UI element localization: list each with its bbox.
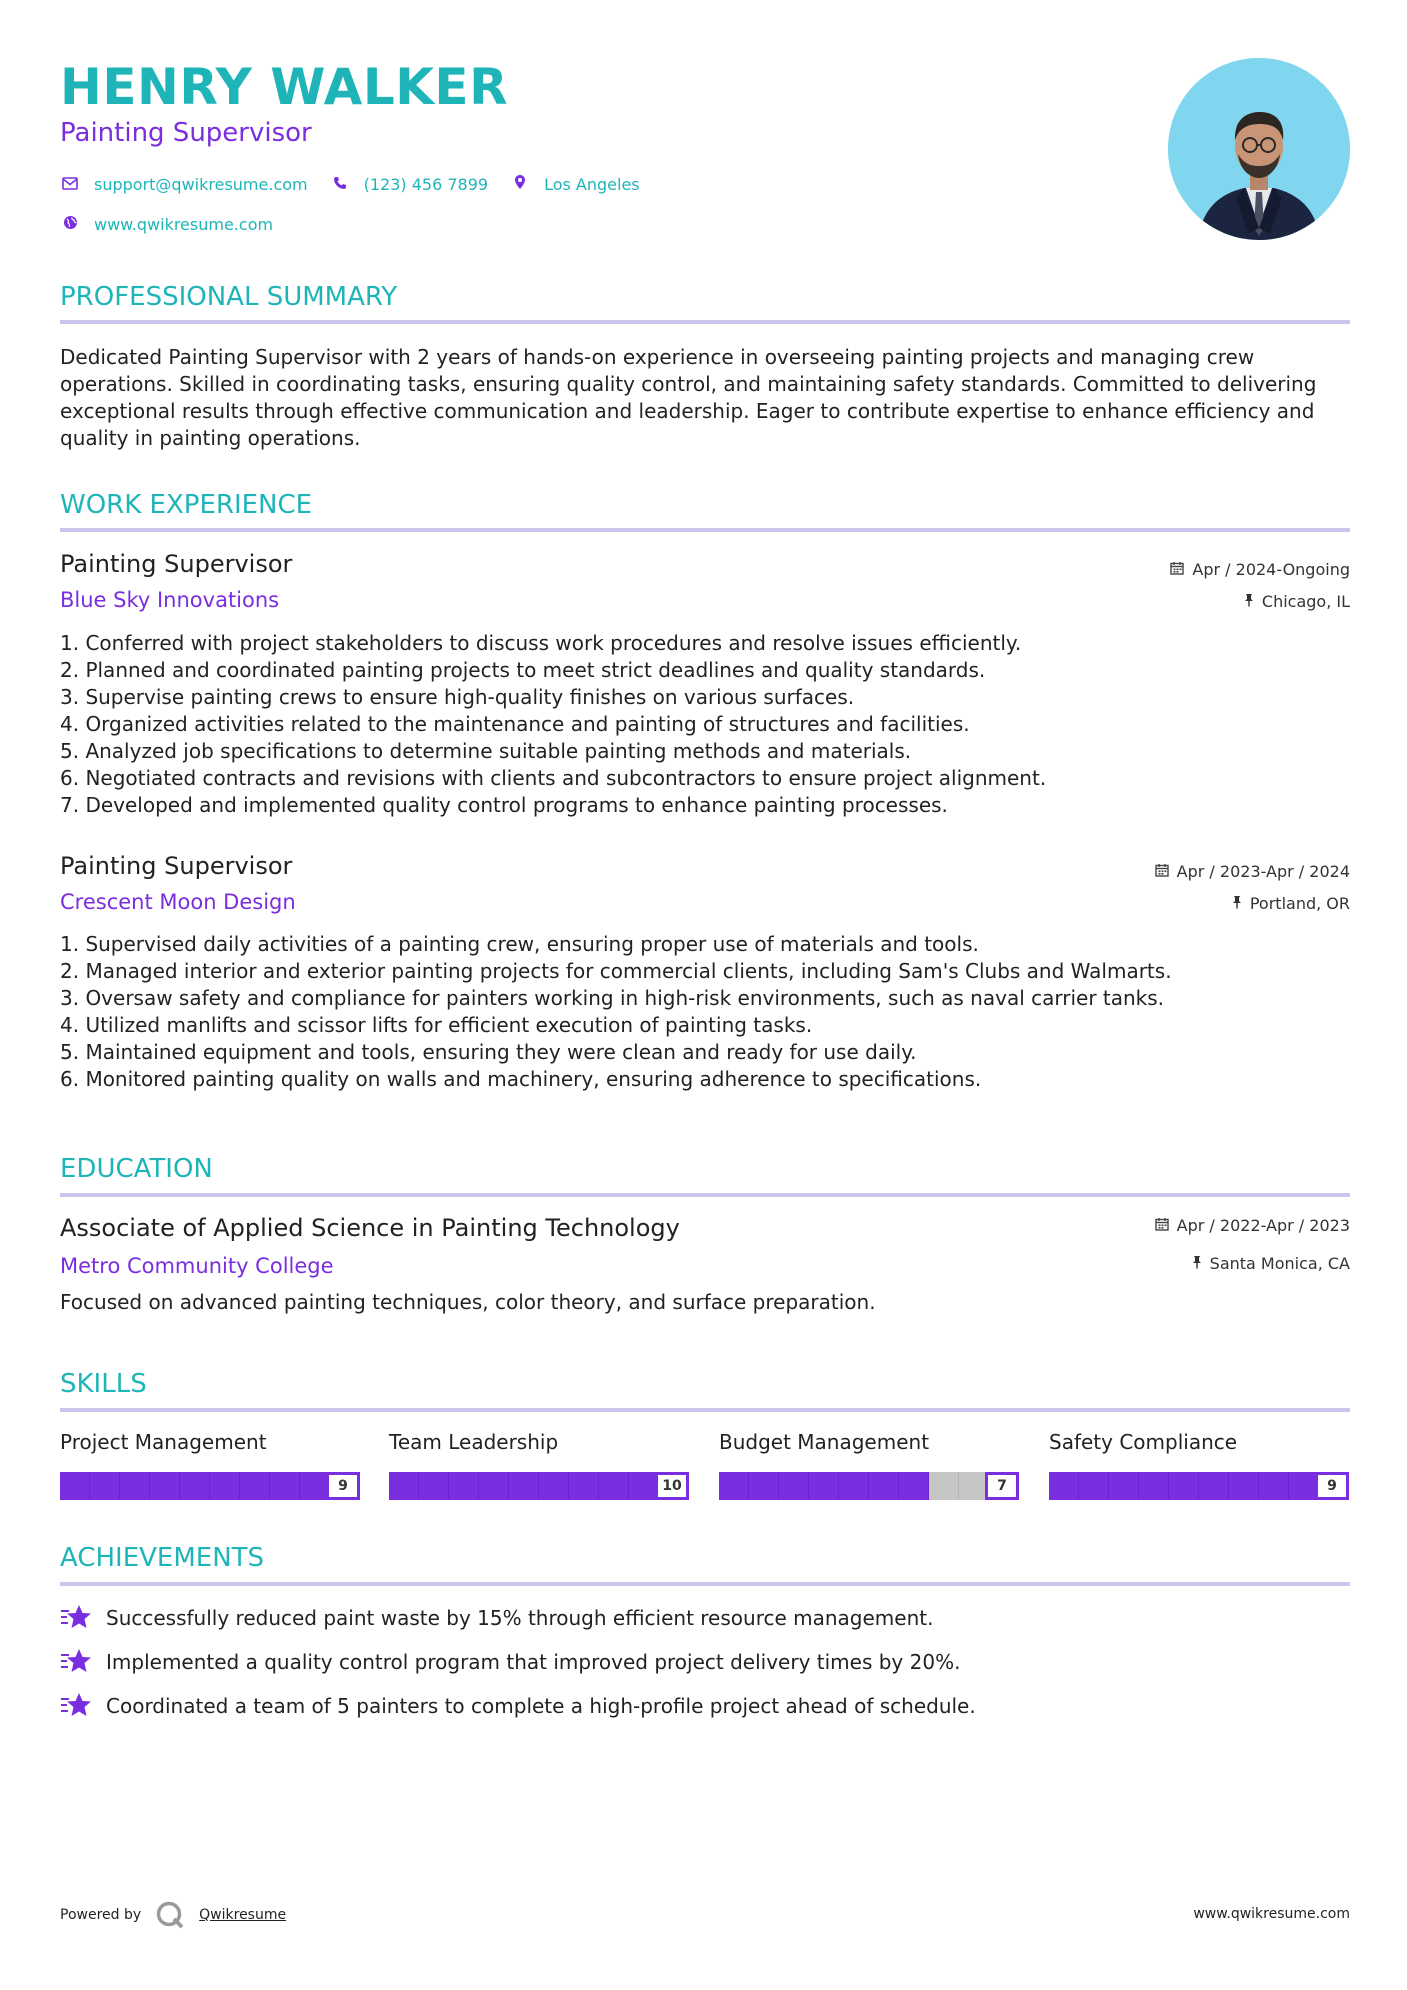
- skill-segment-filled: [1049, 1472, 1079, 1500]
- job-company: Crescent Moon Design: [60, 890, 296, 914]
- skill-segment-filled: [1169, 1472, 1199, 1500]
- envelope-icon: [60, 175, 80, 194]
- skill-segment-filled: [479, 1472, 509, 1500]
- skill-segment-filled: [719, 1472, 749, 1500]
- pushpin-icon: [1232, 895, 1242, 913]
- list-item: 1. Supervised daily activities of a painting crew, ensuring proper use of materials and tools.: [60, 932, 979, 956]
- globe-icon: [60, 215, 80, 234]
- job-dates: [1170, 560, 1350, 579]
- section-divider: [60, 1582, 1350, 1586]
- skill-segment-filled: [150, 1472, 180, 1500]
- summary-text: Dedicated Painting Supervisor with 2 years of hands-on experience in overseeing painting projects and managing crew operations. Skilled in coordinating tasks, ensuring quality control, and maintaining safety standards. Committed to delivering exceptional results through effective communication and leadership. Eager to contribute expertise to enhance efficiency and quality in painting operations.: [60, 345, 1317, 450]
- website-link[interactable]: www.qwikresume.com: [94, 215, 274, 234]
- education-dates: [1155, 1216, 1350, 1235]
- list-item: 6. Monitored painting quality on walls and machinery, ensuring adherence to specifications.: [60, 1067, 982, 1091]
- skill-segment-filled: [389, 1472, 419, 1500]
- achievement-text: Coordinated a team of 5 painters to complete a high-profile project ahead of schedule.: [106, 1694, 976, 1718]
- star-icon: [60, 1691, 92, 1721]
- skill-segment-filled: [449, 1472, 479, 1500]
- calendar-icon: [1155, 1217, 1169, 1235]
- skill-segment-filled: [90, 1472, 120, 1500]
- skill-segment-filled: [180, 1472, 210, 1500]
- job-dates-text: Apr / 2024-Ongoing: [1192, 560, 1350, 579]
- achievement-item: [60, 1603, 933, 1633]
- skill-segment-filled: [1259, 1472, 1289, 1500]
- list-item: 5. Analyzed job specifications to determine suitable painting methods and materials.: [60, 739, 912, 763]
- section-title-summary: PROFESSIONAL SUMMARY: [60, 282, 398, 312]
- skill-segment-filled: [1199, 1472, 1229, 1500]
- skill-segment-filled: [1079, 1472, 1109, 1500]
- powered-by-label: Powered by: [60, 1907, 142, 1923]
- skill-label: Team Leadership: [389, 1430, 559, 1454]
- skill-score: 10: [655, 1472, 689, 1500]
- job-title: Painting Supervisor: [60, 550, 293, 578]
- skill-segment-filled: [1229, 1472, 1259, 1500]
- skill-rating-bar: [1049, 1472, 1349, 1500]
- pushpin-icon: [1192, 1255, 1202, 1273]
- list-item: 4. Organized activities related to the maintenance and painting of structures and facilities.: [60, 712, 970, 736]
- skill-segment-filled: [240, 1472, 270, 1500]
- achievement-item: [60, 1691, 976, 1721]
- skill-segment-filled: [419, 1472, 449, 1500]
- job-title: Painting Supervisor: [60, 852, 293, 880]
- job-bullets: [60, 630, 1350, 819]
- degree-title: Associate of Applied Science in Painting Technology: [60, 1214, 680, 1242]
- job-location: [1232, 894, 1350, 913]
- list-item: 6. Negotiated contracts and revisions with clients and subcontractors to ensure project alignment.: [60, 766, 1047, 790]
- skill-segment-filled: [1139, 1472, 1169, 1500]
- job-location: [1244, 592, 1350, 611]
- skill-segment-filled: [1109, 1472, 1139, 1500]
- job-dates-text: Apr / 2023-Apr / 2024: [1176, 862, 1350, 881]
- skill-label: Project Management: [60, 1430, 267, 1454]
- list-item: 2. Planned and coordinated painting projects to meet strict deadlines and quality standards.: [60, 658, 986, 682]
- skill-score: 7: [985, 1472, 1019, 1500]
- section-divider: [60, 1408, 1350, 1412]
- list-item: 7. Developed and implemented quality control programs to enhance painting processes.: [60, 793, 948, 817]
- skill-segment-filled: [749, 1472, 779, 1500]
- job-company: Blue Sky Innovations: [60, 588, 280, 612]
- list-item: 4. Utilized manlifts and scissor lifts for efficient execution of painting tasks.: [60, 1013, 813, 1037]
- section-divider: [60, 528, 1350, 532]
- skill-score: 9: [1315, 1472, 1349, 1500]
- phone-number[interactable]: (123) 456 7899: [363, 174, 489, 194]
- skill-segment-filled: [539, 1472, 569, 1500]
- skill-rating-bar: [60, 1472, 360, 1500]
- skill-label: Budget Management: [719, 1430, 930, 1454]
- qwikresume-logo-icon: [155, 1900, 185, 1930]
- skill-segment-filled: [809, 1472, 839, 1500]
- qwikresume-link[interactable]: Qwikresume: [199, 1907, 287, 1923]
- profile-photo: [1168, 58, 1350, 240]
- list-item: 1. Conferred with project stakeholders to discuss work procedures and resolve issues efficiently.: [60, 631, 1022, 655]
- skill-segment-filled: [270, 1472, 300, 1500]
- contact-row: [60, 174, 662, 194]
- education-location-text: Santa Monica, CA: [1209, 1254, 1350, 1273]
- section-title-experience: WORK EXPERIENCE: [60, 490, 313, 520]
- list-item: 2. Managed interior and exterior painting projects for commercial clients, including Sam's Clubs and Walmarts.: [60, 959, 1172, 983]
- skill-item: [60, 1430, 360, 1500]
- section-divider: [60, 320, 1350, 324]
- skill-segment-filled: [869, 1472, 899, 1500]
- skill-label: Safety Compliance: [1049, 1430, 1238, 1454]
- education-location: [1192, 1254, 1350, 1273]
- skill-segment-filled: [210, 1472, 240, 1500]
- skill-rating-bar: [389, 1472, 689, 1500]
- job-dates: [1155, 862, 1350, 881]
- skill-segment-filled: [779, 1472, 809, 1500]
- list-item: 3. Oversaw safety and compliance for painters working in high-risk environments, such as naval carrier tanks.: [60, 986, 1165, 1010]
- section-title-education: EDUCATION: [60, 1154, 213, 1184]
- skill-segment-filled: [509, 1472, 539, 1500]
- skill-item: [1049, 1430, 1349, 1500]
- achievement-text: Successfully reduced paint waste by 15% through efficient resource management.: [106, 1606, 934, 1630]
- phone-icon: [330, 175, 350, 194]
- calendar-icon: [1170, 561, 1184, 579]
- skill-score: 9: [326, 1472, 360, 1500]
- skill-rating-bar: [719, 1472, 1019, 1500]
- school-name: Metro Community College: [60, 1254, 334, 1278]
- skill-segment-filled: [899, 1472, 929, 1500]
- candidate-name: HENRY WALKER: [60, 58, 509, 116]
- email-link[interactable]: support@qwikresume.com: [94, 174, 308, 194]
- skill-item: [719, 1430, 1019, 1500]
- job-location-text: Portland, OR: [1249, 894, 1350, 913]
- list-item: 3. Supervise painting crews to ensure high-quality finishes on various surfaces.: [60, 685, 855, 709]
- skill-segment-filled: [569, 1472, 599, 1500]
- list-item: 5. Maintained equipment and tools, ensuring they were clean and ready for use daily.: [60, 1040, 917, 1064]
- achievement-text: Implemented a quality control program that improved project delivery times by 20%.: [106, 1650, 961, 1674]
- star-icon: [60, 1603, 92, 1633]
- job-location-text: Chicago, IL: [1261, 592, 1350, 611]
- skill-segment-filled: [839, 1472, 869, 1500]
- section-divider: [60, 1193, 1350, 1197]
- candidate-role: Painting Supervisor: [60, 118, 312, 148]
- skill-segment-empty: [929, 1472, 959, 1500]
- footer-url[interactable]: www.qwikresume.com: [1193, 1906, 1350, 1922]
- calendar-icon: [1155, 863, 1169, 881]
- skill-segment-filled: [60, 1472, 90, 1500]
- section-title-achievements: ACHIEVEMENTS: [60, 1543, 265, 1573]
- skill-item: [389, 1430, 689, 1500]
- job-bullets: [60, 931, 1350, 1093]
- map-pin-icon: [510, 174, 530, 194]
- pushpin-icon: [1244, 593, 1254, 611]
- website-row: [60, 215, 295, 234]
- achievement-item: [60, 1647, 960, 1677]
- education-dates-text: Apr / 2022-Apr / 2023: [1176, 1216, 1350, 1235]
- star-icon: [60, 1647, 92, 1677]
- education-description: Focused on advanced painting techniques, color theory, and surface preparation.: [60, 1290, 876, 1314]
- footer-powered-by: [60, 1900, 286, 1930]
- section-title-skills: SKILLS: [60, 1369, 147, 1399]
- skill-segment-filled: [599, 1472, 629, 1500]
- skill-segment-filled: [120, 1472, 150, 1500]
- location-text: Los Angeles: [544, 174, 640, 194]
